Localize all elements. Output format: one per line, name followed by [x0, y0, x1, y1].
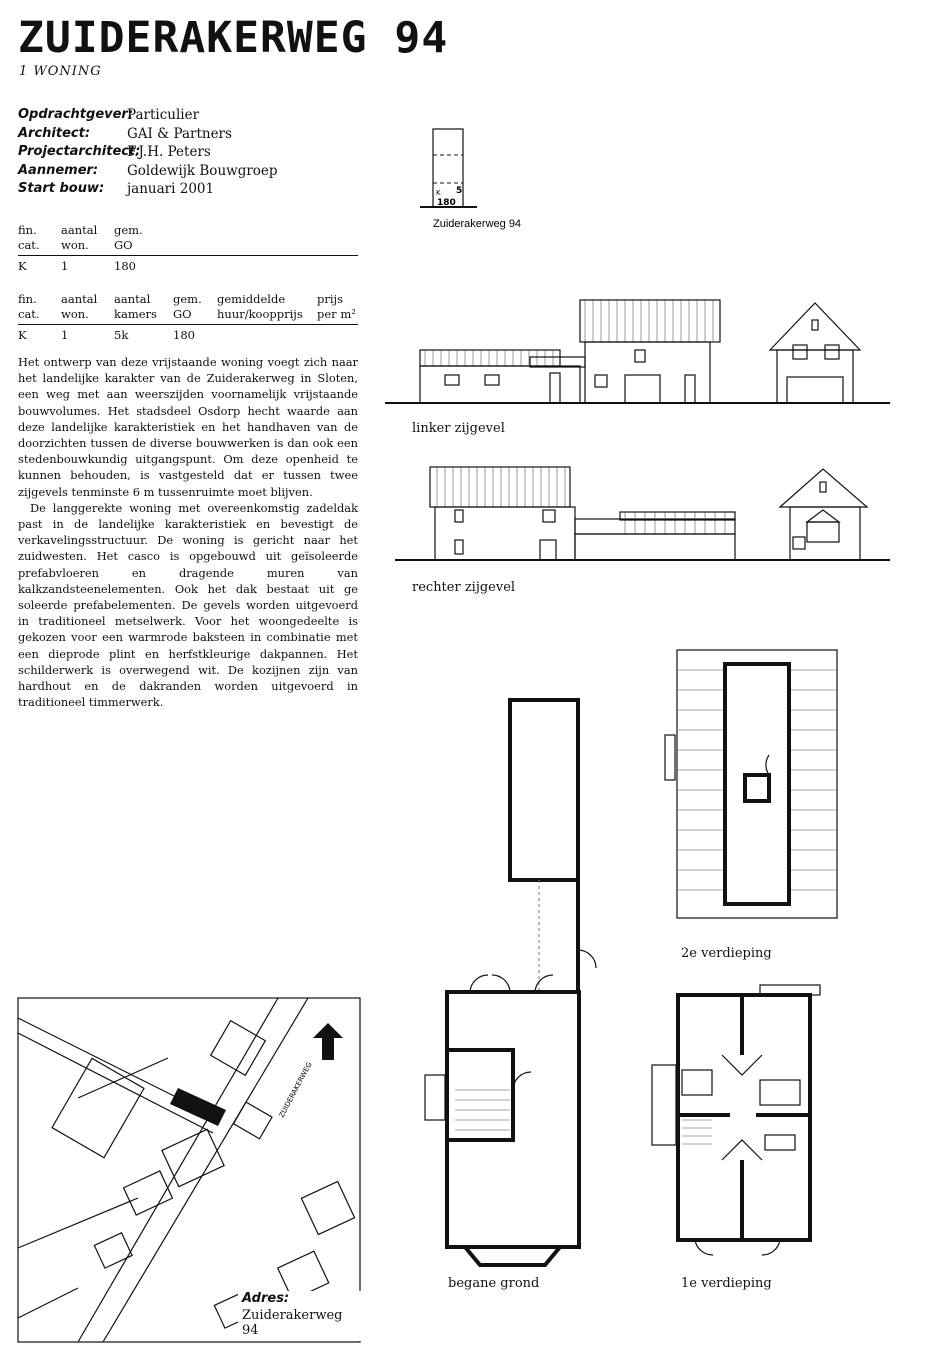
table-header: fin. cat.: [18, 223, 40, 252]
diagram-cat: K: [436, 189, 441, 197]
credit-value: Particulier: [127, 107, 200, 123]
credit-label: Start bouw:: [18, 181, 105, 196]
credit-row: [18, 162, 278, 181]
credit-value: januari 2001: [127, 181, 215, 197]
table-cell: [217, 328, 317, 343]
credit-row: [18, 143, 278, 162]
table-header: fin. cat.: [18, 292, 40, 321]
paragraph: Het ontwerp van deze vrijstaande woning voegt zich naar het landelijke karakter van de Zuiderakerweg in Sloten, een weg met aan weerszijden voornamelijk vrijstaande bouwvolumes. Het stadsdeel Osdorp hecht waarde aan deze landelijke karakteristiek en het handhaven van de doorzichten tussen de diverse bouwwerken is dan ook een stedenbouwkundig uitgangspunt. Om deze openheid te kunnen behouden, is vastgesteld dat er tussen twee zijgevels tenminste 6 m tussenruimte moet blijven.: [18, 355, 358, 499]
credit-row: [18, 125, 278, 144]
ground-floor-label: begane grond: [448, 1276, 540, 1291]
credit-row: [18, 106, 278, 125]
credit-value: GAI & Partners: [127, 125, 232, 142]
credit-label: Architect:: [18, 125, 91, 141]
credit-value: Goldewijk Bouwgroep: [127, 162, 278, 179]
summary-table: [18, 223, 358, 274]
table-header: gem. GO: [114, 223, 143, 252]
right-elevation-label: rechter zijgevel: [412, 580, 516, 595]
left-elevation-drawing: [385, 295, 905, 410]
diagram-caption: Zuiderakerweg 94: [433, 218, 522, 230]
ground-floor-plan: [425, 695, 605, 1275]
table-cell: K: [18, 328, 27, 342]
page-title: ZUIDERAKERWEG 94: [18, 13, 449, 63]
right-elevation-drawing: [395, 462, 905, 572]
address-box: [238, 1291, 363, 1341]
subtitle: 1 WONING: [19, 64, 102, 79]
credit-label: Aannemer:: [18, 162, 99, 178]
first-floor-label: 1e verdieping: [681, 1276, 772, 1291]
left-elevation-label: linker zijgevel: [412, 421, 505, 436]
credit-label: Projectarchitect:: [18, 144, 141, 159]
description-text: [18, 354, 358, 710]
address-label: Adres:: [242, 1291, 290, 1306]
table-header: aantal won.: [61, 223, 98, 252]
table-cell: [317, 328, 358, 343]
table-cell: K: [18, 259, 27, 273]
table-header: aantal won.: [61, 292, 98, 321]
table-cell: 180: [173, 328, 195, 342]
table-cell: 1: [61, 328, 69, 342]
table-header: aantal kamers: [114, 292, 157, 321]
first-floor-plan: [650, 985, 830, 1250]
table-header: prijs per m²: [317, 292, 356, 321]
credit-value: F.J.H. Peters: [127, 144, 211, 160]
street-label: ZUIDERAKERWEG: [277, 1060, 314, 1119]
second-floor-label: 2e verdieping: [681, 946, 772, 961]
table-header: gem. GO: [173, 292, 202, 321]
address-value: Zuiderakerweg 94: [242, 1308, 343, 1338]
second-floor-plan: [665, 650, 845, 920]
table-header: gemiddelde huur/koopprijs: [217, 292, 303, 321]
detail-table: [18, 292, 358, 343]
credit-row: [18, 180, 278, 199]
table-cell: 1: [61, 259, 69, 273]
credit-label: Opdrachtgever:: [18, 107, 134, 122]
table-cell: 180: [114, 259, 136, 273]
table-cell: 5k: [114, 328, 129, 342]
credits-list: [18, 106, 278, 199]
plot-diagram: [415, 125, 545, 235]
paragraph: De langgerekte woning met overeenkomstig zadeldak past in de landelijke karakteristiek en bevestigt de verkavelingsstructuur. De woning is gericht naar het zuidwesten. Het casco is opgebouwd uit geïsoleerde prefabvloeren en dragende muren van kalkzandsteenelementen. Ook het dak bestaat uit ge soleerde prefabelementen. De gevels worden uitgevoerd in traditioneel metselwerk. Voor het woongedeelte is gekozen voor een warmrode baksteen in combinatie met een dieprode plint en herfstkleurige dakpannen. Het schilderwerk is overwegend wit. De kozijnen zijn van hardhout en de dakranden worden uitgevoerd in traditioneel timmerwerk.: [18, 500, 358, 710]
diagram-count: 5: [456, 186, 463, 196]
diagram-area: 180: [437, 198, 456, 208]
